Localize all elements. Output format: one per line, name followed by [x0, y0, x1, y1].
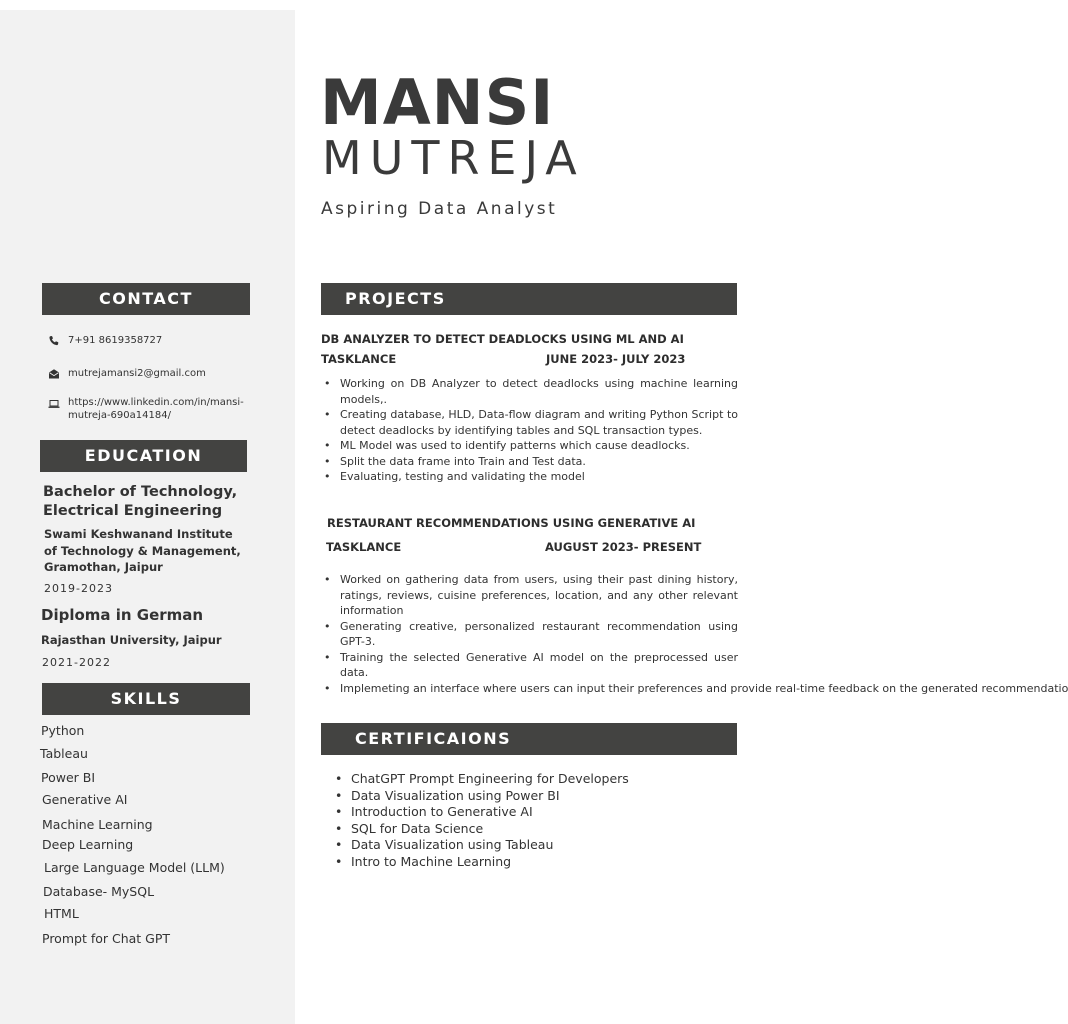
- last-name: MUTREJA: [322, 131, 585, 185]
- project-company: TASKLANCE: [326, 540, 402, 554]
- degree-line: Electrical Engineering: [43, 503, 223, 519]
- institution-line: Gramothan, Jaipur: [44, 560, 163, 574]
- linkedin-text: https://www.linkedin.com/in/mansi- mutreja-690a14184/: [68, 397, 244, 421]
- project-title: RESTAURANT RECOMMENDATIONS USING GENERATIVE AI: [327, 516, 696, 530]
- contact-phone: [48, 334, 162, 347]
- institution-line: Swami Keshwanand Institute: [44, 527, 233, 541]
- list-item: • SQL for Data Science: [351, 821, 629, 838]
- education-heading: EDUCATION: [40, 440, 247, 472]
- list-item: • Creating database, HLD, Data-flow diagram and writing Python Script to detect deadlocks by identifying tables and SQL transaction types.: [340, 407, 738, 438]
- list-item: • Training the selected Generative AI model on the preprocessed user data.: [340, 650, 738, 681]
- skill-item: Database- MySQL: [43, 884, 155, 899]
- phone-text: 7+91 8619358727: [68, 335, 163, 346]
- skill-item: Power BI: [41, 770, 96, 785]
- projects-heading: PROJECTS: [321, 283, 737, 315]
- project-bullets: [322, 572, 1068, 696]
- list-item: • ChatGPT Prompt Engineering for Developers: [351, 771, 629, 788]
- contact-email[interactable]: [48, 367, 206, 380]
- contact-linkedin[interactable]: [48, 396, 244, 422]
- skill-item: Machine Learning: [42, 817, 153, 832]
- skill-item: Large Language Model (LLM): [44, 860, 225, 875]
- skill-item: Prompt for Chat GPT: [42, 931, 171, 946]
- list-item: • Evaluating, testing and validating the model: [340, 469, 738, 485]
- degree-line: Diploma in German: [41, 606, 204, 624]
- list-item: • Introduction to Generative AI: [351, 804, 629, 821]
- degree-line: Bachelor of Technology,: [43, 484, 238, 500]
- skill-item: Tableau: [40, 746, 88, 761]
- envelope-icon: [48, 368, 60, 380]
- education-entry: [43, 483, 237, 521]
- list-item: • Data Visualization using Tableau: [351, 837, 629, 854]
- institution-line: Rajasthan University, Jaipur: [41, 633, 222, 647]
- first-name: MANSI: [320, 66, 555, 139]
- education-years: 2019-2023: [44, 582, 113, 595]
- certifications-list: [333, 771, 629, 870]
- email-text: mutrejamansi2@gmail.com: [68, 368, 206, 379]
- skill-item: Python: [41, 723, 85, 738]
- laptop-icon: [48, 398, 60, 410]
- project-company: TASKLANCE: [321, 352, 397, 366]
- project-dates: JUNE 2023- JULY 2023: [546, 352, 686, 366]
- project-bullets: [322, 376, 738, 485]
- list-item: • Generating creative, personalized restaurant recommendation using GPT-3.: [340, 619, 738, 650]
- project-title: DB ANALYZER TO DETECT DEADLOCKS USING ML AND AI: [321, 332, 684, 346]
- skill-item: Generative AI: [42, 792, 128, 807]
- list-item: • Intro to Machine Learning: [351, 854, 629, 871]
- list-item: • ML Model was used to identify patterns which cause deadlocks.: [340, 438, 738, 454]
- education-years: 2021-2022: [42, 656, 111, 669]
- skill-item: HTML: [44, 906, 79, 921]
- tagline: Aspiring Data Analyst: [321, 199, 558, 219]
- list-item: • Data Visualization using Power BI: [351, 788, 629, 805]
- institution-line: of Technology & Management,: [44, 543, 241, 558]
- institution: [44, 526, 241, 576]
- certifications-heading: CERTIFICAIONS: [321, 723, 737, 755]
- project-dates: AUGUST 2023- PRESENT: [545, 540, 702, 554]
- phone-icon: [48, 335, 60, 347]
- list-item: • Implemeting an interface where users can input their preferences and provide real-time feedback on the generated recommendatio: [340, 681, 738, 697]
- list-item: • Worked on gathering data from users, using their past dining history, ratings, reviews, cuisine preferences, location, and any other relevant information: [340, 572, 738, 619]
- list-item: • Working on DB Analyzer to detect deadlocks using machine learning models,.: [340, 376, 738, 407]
- skill-item: Deep Learning: [42, 837, 134, 852]
- contact-heading: CONTACT: [42, 283, 250, 315]
- list-item: • Split the data frame into Train and Test data.: [340, 454, 738, 470]
- skills-heading: SKILLS: [42, 683, 250, 715]
